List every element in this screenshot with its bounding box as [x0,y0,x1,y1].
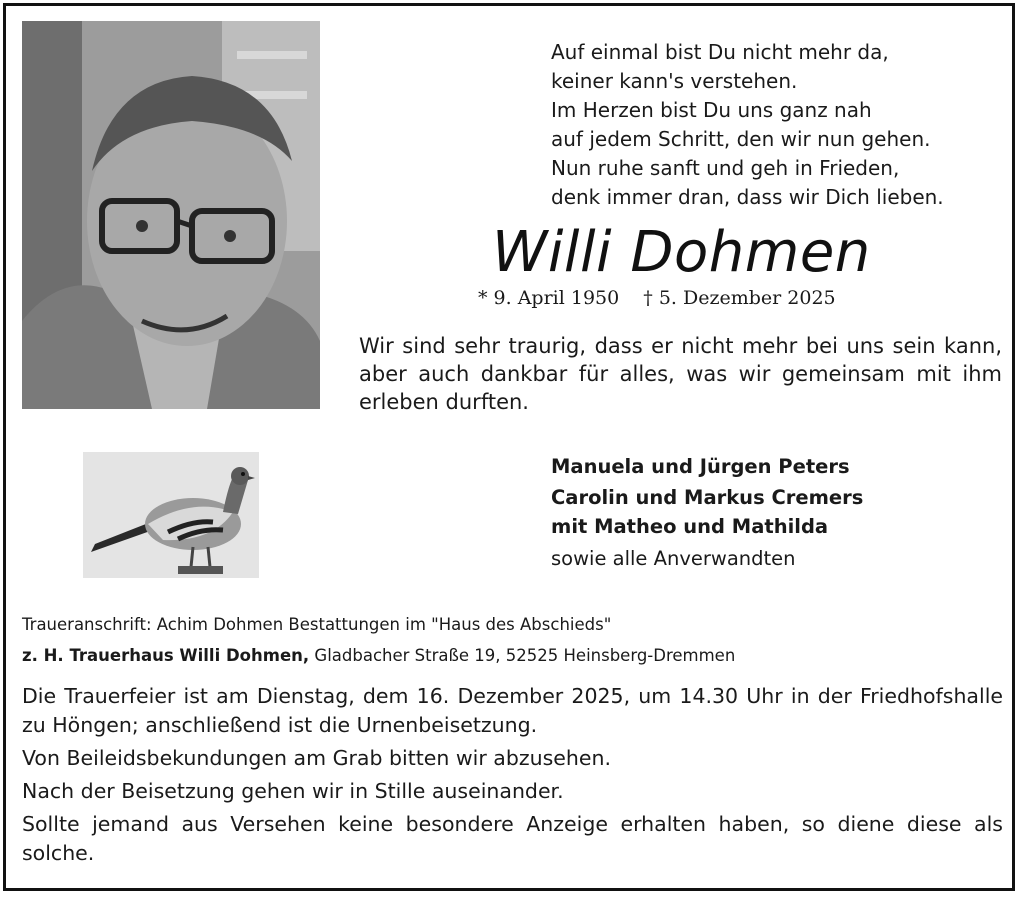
address-line [22,640,1002,671]
info-paragraph: Die Trauerfeier ist am Dienstag, dem 16. Dezember 2025, um 14.30 Uhr in der Friedhofshalle zu Höngen; anschließend ist die Urnenbeisetzung. [22,684,1003,737]
family-line: Manuela und Jürgen Peters [551,455,850,478]
life-dates [478,287,854,309]
portrait-photo [22,21,320,409]
info-paragraph: Sollte jemand aus Versehen keine besondere Anzeige erhalten haben, so diene diese als solche. [22,812,1003,865]
poem-line: auf jedem Schritt, den wir nun gehen. [551,127,931,151]
birth-date: * 9. April 1950 [478,287,620,309]
poem-line: Auf einmal bist Du nicht mehr da, [551,40,889,64]
family-line: sowie alle Anverwandten [551,547,796,570]
poem-line: Nun ruhe sanft und geh in Frieden, [551,156,900,180]
pigeon-image [83,452,259,578]
intro-text: Wir sind sehr traurig, dass er nicht mehr bei uns sein kann, aber auch dankbar für alles, was wir gemeinsam mit ihm erleben durften. [359,334,1002,414]
mourning-address [22,609,1002,671]
family-line: Carolin und Markus Cremers [551,486,864,509]
poem-line: keiner kann's verstehen. [551,69,798,93]
address-street: Gladbacher Straße 19, 52525 Heinsberg-Dremmen [309,646,736,665]
family-line: mit Matheo und Mathilda [551,515,829,538]
deceased-name: Willi Dohmen [492,220,871,285]
ceremony-info [22,682,1003,872]
memorial-poem [551,38,1011,212]
family-signatures [551,452,991,573]
info-paragraph: Von Beileidsbekundungen am Grab bitten wir abzusehen. [22,746,612,770]
info-paragraph: Nach der Beisetzung gehen wir in Stille auseinander. [22,779,564,803]
poem-line: denk immer dran, dass wir Dich lieben. [551,185,944,209]
address-line: Traueranschrift: Achim Dohmen Bestattungen im "Haus des Abschieds" [22,615,612,634]
poem-line: Im Herzen bist Du uns ganz nah [551,98,872,122]
address-recipient: z. H. Trauerhaus Willi Dohmen, [22,646,310,665]
death-date: † 5. Dezember 2025 [643,287,836,309]
